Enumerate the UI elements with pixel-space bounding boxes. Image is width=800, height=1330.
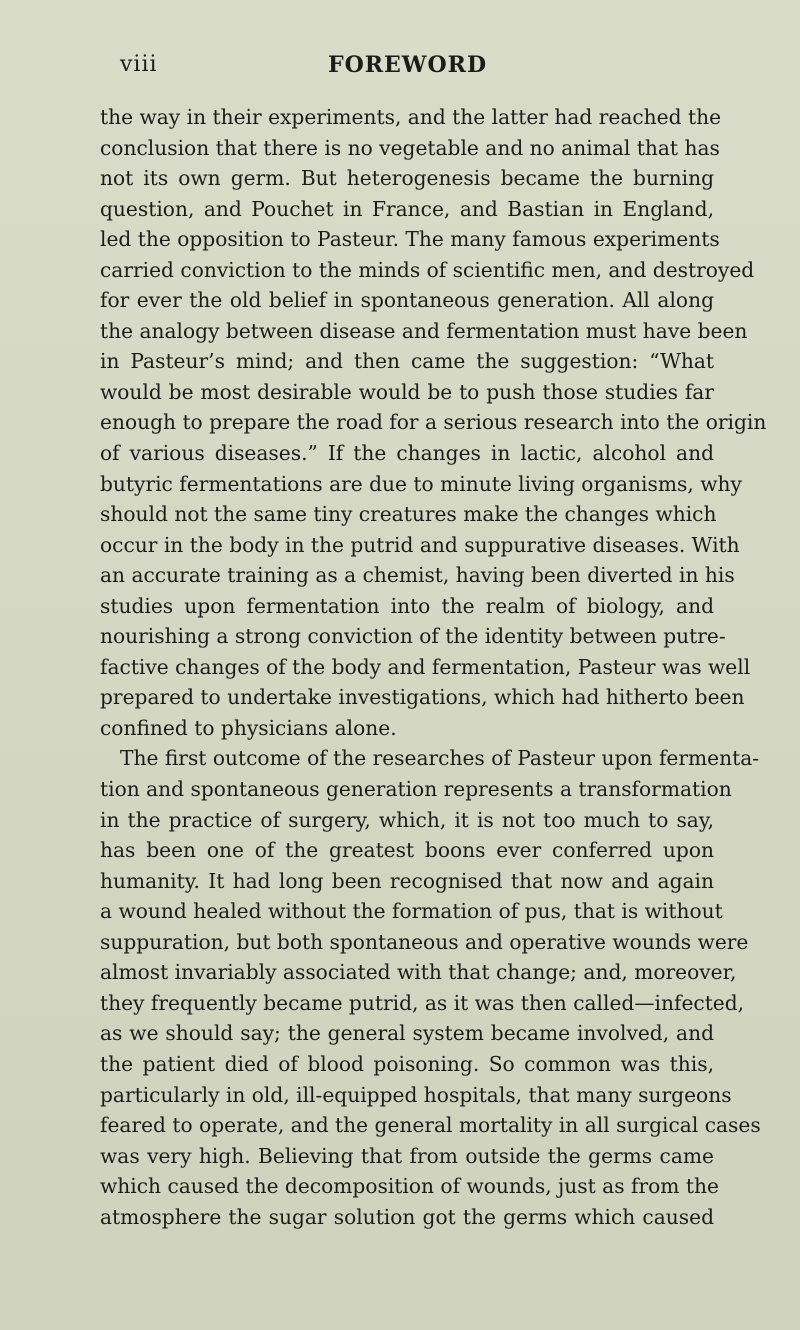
text-line: would be most desirable would be to push those studies far xyxy=(100,379,714,404)
text-line: for ever the old belief in spontaneous generation. All along xyxy=(100,288,714,313)
text-line: suppuration, but both spontaneous and operative wounds were xyxy=(100,929,749,954)
body-text xyxy=(100,102,767,1232)
text-line: nourishing a strong conviction of the identity between putre- xyxy=(100,624,726,649)
text-line: which caused the decomposition of wounds, just as from the xyxy=(100,1174,719,1199)
text-line: a wound healed without the formation of pus, that is without xyxy=(100,899,723,924)
text-line: feared to operate, and the general mortality in all surgical cases xyxy=(100,1113,761,1138)
text-line: the analogy between disease and fermentation must have been xyxy=(100,318,748,343)
text-line: of various diseases.” If the changes in lactic, alcohol and xyxy=(100,441,714,466)
text-line: led the opposition to Pasteur. The many famous experiments xyxy=(100,227,720,252)
text-line: an accurate training as a chemist, having been diverted in his xyxy=(100,563,735,588)
paragraph-end-line: confined to physicians alone. xyxy=(100,715,397,740)
text-line: they frequently became putrid, as it was then called—infected, xyxy=(100,990,745,1015)
text-line: occur in the body in the putrid and suppurative diseases. With xyxy=(100,532,740,557)
text-line: atmosphere the sugar solution got the germs which caused xyxy=(100,1204,714,1229)
text-line: should not the same tiny creatures make the changes which xyxy=(100,502,717,527)
text-line: prepared to undertake investigations, which had hitherto been xyxy=(100,685,745,710)
text-line: almost invariably associated with that change; and, moreover, xyxy=(100,960,737,985)
page-number: viii xyxy=(120,52,158,77)
text-line: the patient died of blood poisoning. So common was this, xyxy=(100,1051,714,1076)
text-line: tion and spontaneous generation represents a transformation xyxy=(100,777,732,802)
text-line: has been one of the greatest boons ever conferred upon xyxy=(100,838,714,863)
text-line: was very high. Believing that from outside the germs came xyxy=(100,1143,714,1168)
text-line: studies upon fermentation into the realm of biology, and xyxy=(100,593,714,618)
text-line: humanity. It had long been recognised that now and again xyxy=(100,868,714,893)
text-line: particularly in old, ill-equipped hospitals, that many surgeons xyxy=(100,1082,732,1107)
paragraph-start-line: The first outcome of the researches of Pasteur upon fermenta- xyxy=(120,746,760,771)
text-line: not its own germ. But heterogenesis became the burning xyxy=(100,166,714,191)
text-line: enough to prepare the road for a serious research into the origin xyxy=(100,410,767,435)
page-header xyxy=(100,52,715,92)
text-line: factive changes of the body and fermentation, Pasteur was well xyxy=(100,654,751,679)
text-line: question, and Pouchet in France, and Bastian in England, xyxy=(100,196,714,221)
text-line: carried conviction to the minds of scientific men, and destroyed xyxy=(100,257,755,282)
text-line: in Pasteur’s mind; and then came the suggestion: “What xyxy=(100,349,714,374)
running-head: FOREWORD xyxy=(327,52,488,78)
text-line: butyric fermentations are due to minute living organisms, why xyxy=(100,471,742,496)
text-line: conclusion that there is no vegetable and no animal that has xyxy=(100,135,720,160)
text-line: the way in their experiments, and the latter had reached the xyxy=(100,105,722,129)
text-line: in the practice of surgery, which, it is not too much to say, xyxy=(100,807,714,832)
text-line: as we should say; the general system became involved, and xyxy=(100,1021,714,1046)
